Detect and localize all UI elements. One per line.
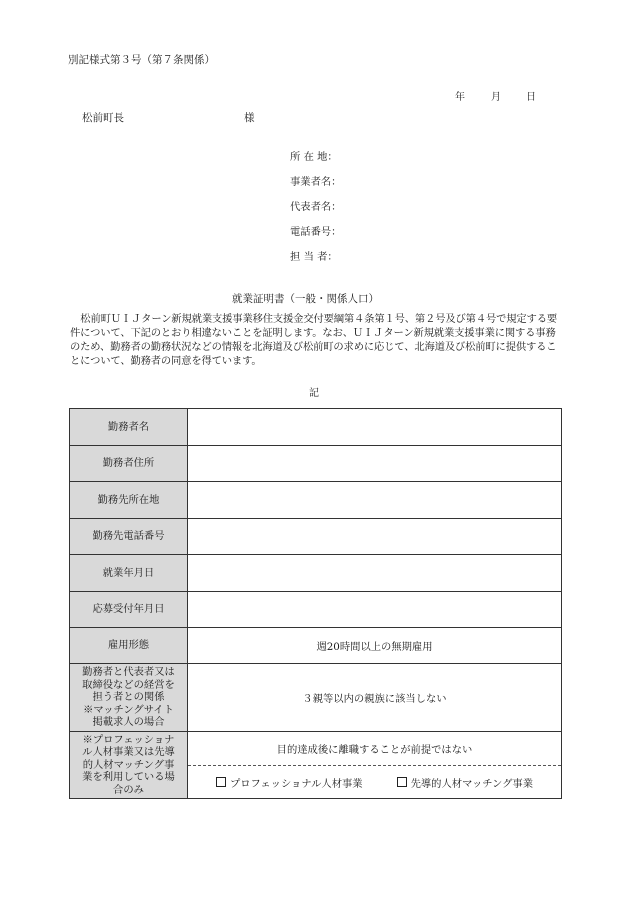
field-address: 所 在 地： xyxy=(290,151,338,163)
table-row xyxy=(70,519,562,555)
leading-matching-checkbox[interactable] xyxy=(397,775,533,790)
ki-marker: 記 xyxy=(309,388,319,399)
form-number: 別記様式第３号（第７条関係） xyxy=(68,54,215,66)
table-row xyxy=(70,555,562,592)
date-year: 年 xyxy=(455,92,465,103)
table-row xyxy=(70,482,562,519)
table-row xyxy=(70,664,562,732)
date-month: 月 xyxy=(491,92,501,103)
addressee-honorific: 様 xyxy=(244,112,255,124)
row-value[interactable] xyxy=(188,482,562,519)
row-label: 勤務先所在地 xyxy=(70,482,188,519)
relation-label-line: 勤務者と代表者又は xyxy=(82,666,175,679)
checkbox-icon xyxy=(216,777,226,787)
table-row xyxy=(70,409,562,446)
row-value[interactable] xyxy=(188,519,562,555)
professional-talent-checkbox[interactable] xyxy=(216,775,363,790)
relation-label xyxy=(70,664,188,732)
row-value[interactable] xyxy=(188,409,562,446)
field-representative: 代表者名： xyxy=(290,201,342,213)
checkbox-label: 先導的人材マッチング事業 xyxy=(410,777,534,790)
relation-label-line: 担う者との関係 xyxy=(92,691,165,704)
date-day: 日 xyxy=(526,92,536,103)
relation-label-line: ※マッチングサイト xyxy=(83,703,174,716)
row-label: 勤務者名 xyxy=(70,409,188,446)
row-value[interactable] xyxy=(188,555,562,592)
relation-label-line: 取締役などの経営を xyxy=(82,678,175,691)
row-label: 勤務先電話番号 xyxy=(70,519,188,555)
document-title: 就業証明書（一般・関係人口） xyxy=(232,293,379,305)
professional-label-line: 業を利用している場 xyxy=(82,771,175,784)
row-value[interactable] xyxy=(188,446,562,482)
certificate-table xyxy=(69,408,562,799)
program-checkboxes xyxy=(188,766,561,798)
field-company: 事業者名： xyxy=(290,176,342,188)
professional-label-line: 合のみ xyxy=(113,783,144,796)
addressee-name: 松前町長 xyxy=(82,112,124,124)
professional-label-line: ※プロフェッショナ xyxy=(82,733,175,746)
table-row xyxy=(70,592,562,628)
professional-value xyxy=(188,732,562,799)
checkbox-label: プロフェッショナル人材事業 xyxy=(229,777,363,790)
relation-value: ３親等以内の親族に該当しない xyxy=(188,664,562,732)
table-row xyxy=(70,628,562,664)
checkbox-icon xyxy=(397,777,407,787)
table-row xyxy=(70,446,562,482)
row-value[interactable] xyxy=(188,592,562,628)
certification-text: 松前町ＵＩＪターン新規就業支援事業移住支援金交付要綱第４条第１号、第２号及び第４号で規定する要件について、下記のとおり相違ないことを証明します。なお、ＵＩＪターン新規就業支援事業に関する事務のため、勤務者の勤務状況などの情報を北海道及び松前町の求めに応じて、北海道及び松前町に提供することについて、勤務者の同意を得ています。 xyxy=(70,313,557,367)
professional-label-line: ル人材事業又は先導 xyxy=(82,746,175,759)
employment-type-value: 週20時間以上の無期雇用 xyxy=(188,628,562,664)
professional-label-line: 的人材マッチング事 xyxy=(82,758,175,771)
table-row xyxy=(70,732,562,799)
field-phone: 電話番号： xyxy=(290,226,342,238)
row-label: 応募受付年月日 xyxy=(70,592,188,628)
field-contact-person: 担 当 者： xyxy=(290,251,338,263)
professional-label xyxy=(70,732,188,799)
relation-label-line: 掲載求人の場合 xyxy=(92,716,165,729)
row-label: 勤務者住所 xyxy=(70,446,188,482)
purpose-statement: 目的達成後に離職することが前提ではない xyxy=(188,732,561,766)
row-label: 就業年月日 xyxy=(70,555,188,592)
row-label: 雇用形態 xyxy=(70,628,188,664)
